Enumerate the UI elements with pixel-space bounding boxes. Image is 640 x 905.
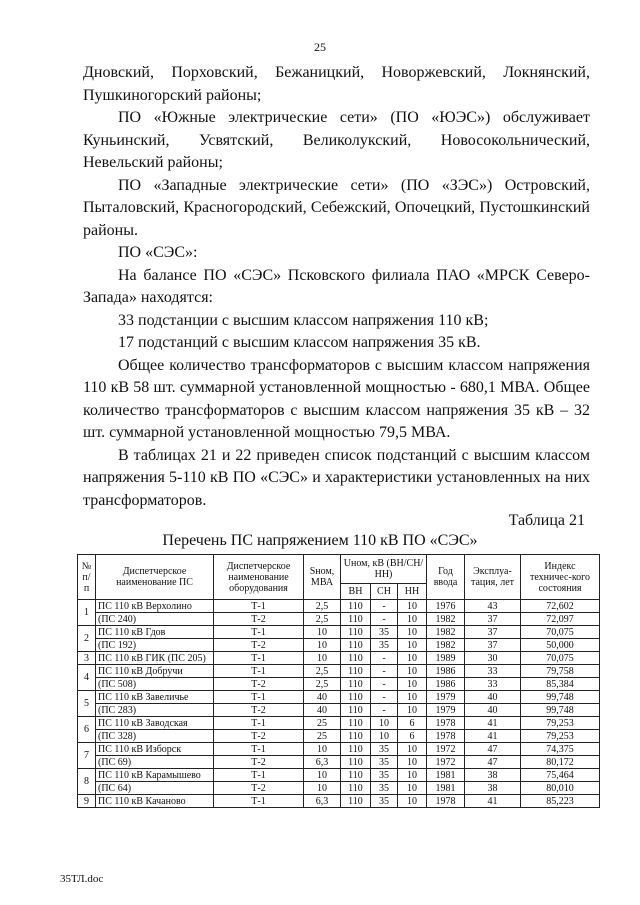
substation-name: (ПС 283) [96, 704, 214, 717]
cell-equip: Т-1 [214, 769, 304, 782]
cell-sn: 35 [371, 743, 398, 756]
table-row [78, 782, 600, 795]
row-number: 6 [78, 717, 96, 743]
body-text [83, 62, 590, 512]
cell-vn: 110 [341, 652, 371, 665]
cell-sn: - [371, 678, 398, 691]
cell-nn: 10 [398, 626, 427, 639]
cell-equip: Т-1 [214, 665, 304, 678]
table-row [78, 704, 600, 717]
cell-snom: 2,5 [304, 600, 341, 613]
cell-equip: Т-1 [214, 795, 304, 808]
table-row [78, 691, 600, 704]
header-name: Диспетчерское наименование ПС [96, 555, 214, 600]
cell-exploit: 41 [465, 730, 521, 743]
paragraph: ПО «Западные электрические сети» (ПО «ЗЭС») Островский, Пыталовский, Красногородский, Себежский, Опочецкий, Пустошкинский районы. [83, 176, 590, 239]
cell-year: 1976 [427, 600, 465, 613]
cell-vn: 110 [341, 639, 371, 652]
cell-index: 85,223 [521, 795, 600, 808]
table-row [78, 665, 600, 678]
header-year: Год ввода [427, 555, 465, 600]
cell-index: 80,010 [521, 782, 600, 795]
substation-name: (ПС 508) [96, 678, 214, 691]
row-number: 7 [78, 743, 96, 769]
paragraph: 33 подстанции с высшим классом напряжения 110 кВ; [118, 311, 489, 329]
paragraph: 17 подстанций с высшим классом напряжения 35 кВ. [118, 334, 481, 351]
cell-nn: 10 [398, 782, 427, 795]
cell-vn: 110 [341, 782, 371, 795]
cell-sn: - [371, 600, 398, 613]
row-number: 2 [78, 626, 96, 652]
paragraph: ПО «Южные электрические сети» (ПО «ЮЭС») обслуживает Куньинский, Усвятский, Великолукский, Новосокольнический, Невельский районы; [83, 109, 590, 171]
table-title: Перечень ПС напряжением 110 кВ ПО «СЭС» [162, 532, 478, 549]
header-num: № п/п [78, 555, 96, 600]
cell-sn: 10 [371, 717, 398, 730]
substation-name: ПС 110 кВ Верхолино [96, 600, 214, 613]
cell-vn: 110 [341, 795, 371, 808]
cell-nn: 10 [398, 743, 427, 756]
cell-index: 79,253 [521, 730, 600, 743]
substation-name: ПС 110 кВ Изборск [96, 743, 214, 756]
table-row [78, 769, 600, 782]
cell-exploit: 41 [465, 717, 521, 730]
cell-year: 1981 [427, 769, 465, 782]
cell-nn: 10 [398, 691, 427, 704]
cell-snom: 25 [304, 717, 341, 730]
header-sn: СН [371, 584, 398, 600]
cell-equip: Т-1 [214, 652, 304, 665]
row-number: 4 [78, 665, 96, 691]
cell-exploit: 38 [465, 782, 521, 795]
cell-equip: Т-1 [214, 600, 304, 613]
cell-year: 1981 [427, 782, 465, 795]
cell-snom: 2,5 [304, 613, 341, 626]
cell-snom: 2,5 [304, 678, 341, 691]
cell-vn: 110 [341, 613, 371, 626]
cell-snom: 10 [304, 639, 341, 652]
cell-sn: - [371, 691, 398, 704]
cell-index: 74,375 [521, 743, 600, 756]
cell-nn: 10 [398, 600, 427, 613]
cell-sn: 10 [371, 730, 398, 743]
cell-index: 72,602 [521, 600, 600, 613]
table-row [78, 652, 600, 665]
cell-vn: 110 [341, 678, 371, 691]
cell-year: 1982 [427, 626, 465, 639]
substation-name: (ПС 69) [96, 756, 214, 769]
cell-vn: 110 [341, 691, 371, 704]
cell-index: 79,758 [521, 665, 600, 678]
table-row [78, 756, 600, 769]
cell-equip: Т-1 [214, 717, 304, 730]
cell-sn: 35 [371, 756, 398, 769]
header-nn: НН [398, 584, 427, 600]
table-row [78, 613, 600, 626]
cell-vn: 110 [341, 730, 371, 743]
cell-year: 1978 [427, 730, 465, 743]
cell-exploit: 33 [465, 665, 521, 678]
substation-name: (ПС 64) [96, 782, 214, 795]
cell-sn: - [371, 613, 398, 626]
substation-name: (ПС 328) [96, 730, 214, 743]
cell-index: 50,000 [521, 639, 600, 652]
cell-vn: 110 [341, 600, 371, 613]
cell-exploit: 43 [465, 600, 521, 613]
header-equipment: Диспетчерское наименование оборудования [214, 555, 304, 600]
cell-index: 70,075 [521, 652, 600, 665]
cell-year: 1982 [427, 613, 465, 626]
table-body [78, 600, 600, 808]
cell-equip: Т-2 [214, 704, 304, 717]
cell-equip: Т-2 [214, 782, 304, 795]
cell-year: 1972 [427, 756, 465, 769]
cell-year: 1986 [427, 678, 465, 691]
table-row [78, 795, 600, 808]
cell-index: 70,075 [521, 626, 600, 639]
cell-exploit: 30 [465, 652, 521, 665]
cell-vn: 110 [341, 769, 371, 782]
cell-year: 1972 [427, 743, 465, 756]
cell-nn: 10 [398, 704, 427, 717]
row-number: 1 [78, 600, 96, 626]
header-vn: ВН [341, 584, 371, 600]
substation-name: ПС 110 кВ Заводская [96, 717, 214, 730]
cell-index: 99,748 [521, 691, 600, 704]
cell-index: 99,748 [521, 704, 600, 717]
page-number: 25 [314, 40, 326, 54]
cell-snom: 10 [304, 626, 341, 639]
substation-name: (ПС 192) [96, 639, 214, 652]
cell-index: 72,097 [521, 613, 600, 626]
row-number: 5 [78, 691, 96, 717]
cell-vn: 110 [341, 743, 371, 756]
cell-equip: Т-2 [214, 678, 304, 691]
cell-exploit: 38 [465, 769, 521, 782]
substation-name: ПС 110 кВ Завеличье [96, 691, 214, 704]
cell-vn: 110 [341, 626, 371, 639]
cell-year: 1982 [427, 639, 465, 652]
cell-equip: Т-2 [214, 730, 304, 743]
cell-nn: 6 [398, 717, 427, 730]
footer-filename: 35ТЛ.doc [60, 873, 104, 885]
cell-exploit: 40 [465, 704, 521, 717]
cell-equip: Т-1 [214, 626, 304, 639]
cell-snom: 6,3 [304, 756, 341, 769]
cell-snom: 40 [304, 704, 341, 717]
table-number: Таблица 21 [508, 512, 585, 529]
cell-exploit: 40 [465, 691, 521, 704]
cell-exploit: 41 [465, 795, 521, 808]
cell-equip: Т-2 [214, 613, 304, 626]
cell-year: 1978 [427, 795, 465, 808]
cell-sn: 35 [371, 795, 398, 808]
cell-snom: 10 [304, 769, 341, 782]
table-row [78, 717, 600, 730]
cell-index: 79,253 [521, 717, 600, 730]
cell-sn: 35 [371, 626, 398, 639]
cell-year: 1986 [427, 665, 465, 678]
substation-table [77, 554, 600, 808]
cell-sn: - [371, 704, 398, 717]
cell-exploit: 37 [465, 639, 521, 652]
paragraph: ПО «СЭС»: [118, 244, 198, 261]
cell-vn: 110 [341, 704, 371, 717]
cell-snom: 25 [304, 730, 341, 743]
cell-year: 1989 [427, 652, 465, 665]
cell-exploit: 37 [465, 626, 521, 639]
cell-sn: 35 [371, 769, 398, 782]
substation-name: ПС 110 кВ ГИК (ПС 205) [96, 652, 214, 665]
substation-name: ПС 110 кВ Добручи [96, 665, 214, 678]
cell-nn: 10 [398, 769, 427, 782]
paragraph: На балансе ПО «СЭС» Псковского филиала ПАО «МРСК Северо-Запада» находятся: [83, 266, 590, 306]
cell-snom: 2,5 [304, 665, 341, 678]
cell-index: 75,464 [521, 769, 600, 782]
cell-nn: 6 [398, 730, 427, 743]
cell-exploit: 37 [465, 613, 521, 626]
table-row [78, 678, 600, 691]
header-unom: Uном, кВ (ВН/СН/НН) [341, 555, 427, 584]
cell-snom: 10 [304, 782, 341, 795]
cell-nn: 10 [398, 613, 427, 626]
cell-sn: - [371, 652, 398, 665]
row-number: 3 [78, 652, 96, 665]
cell-exploit: 47 [465, 756, 521, 769]
cell-nn: 10 [398, 665, 427, 678]
table-row [78, 639, 600, 652]
substation-name: (ПС 240) [96, 613, 214, 626]
cell-exploit: 33 [465, 678, 521, 691]
cell-equip: Т-2 [214, 639, 304, 652]
header-exploitation: Эксплуа-тация, лет [465, 555, 521, 600]
table-row [78, 743, 600, 756]
cell-snom: 10 [304, 743, 341, 756]
cell-equip: Т-1 [214, 743, 304, 756]
cell-year: 1978 [427, 717, 465, 730]
cell-vn: 110 [341, 717, 371, 730]
substation-name: ПС 110 кВ Качаново [96, 795, 214, 808]
paragraph: Дновский, Порховский, Бежаницкий, Новоржевский, Локнянский, Пушкиногорский районы; [83, 64, 590, 104]
row-number: 8 [78, 769, 96, 795]
cell-nn: 10 [398, 795, 427, 808]
cell-sn: 35 [371, 782, 398, 795]
cell-equip: Т-2 [214, 756, 304, 769]
cell-nn: 10 [398, 639, 427, 652]
cell-sn: - [371, 665, 398, 678]
cell-vn: 110 [341, 756, 371, 769]
cell-sn: 35 [371, 639, 398, 652]
cell-index: 85,384 [521, 678, 600, 691]
substation-name: ПС 110 кВ Карамышево [96, 769, 214, 782]
cell-nn: 10 [398, 652, 427, 665]
cell-equip: Т-1 [214, 691, 304, 704]
cell-snom: 40 [304, 691, 341, 704]
cell-year: 1979 [427, 704, 465, 717]
cell-year: 1979 [427, 691, 465, 704]
cell-index: 80,172 [521, 756, 600, 769]
paragraph: В таблицах 21 и 22 приведен список подстанций с высшим классом напряжения 5-110 кВ ПО «СЭС» и характеристики установленных на них трансформаторов. [83, 446, 590, 509]
header-snom: Sном, МВА [304, 555, 341, 600]
cell-snom: 6,3 [304, 795, 341, 808]
table-row [78, 730, 600, 743]
header-index: Индекс техничес-кого состояния [521, 555, 600, 600]
row-number: 9 [78, 795, 96, 808]
substation-name: ПС 110 кВ Гдов [96, 626, 214, 639]
cell-nn: 10 [398, 756, 427, 769]
cell-vn: 110 [341, 665, 371, 678]
cell-nn: 10 [398, 678, 427, 691]
paragraph: Общее количество трансформаторов с высшим классом напряжения 110 кВ 58 шт. суммарной установленной мощностью - 680,1 МВА. Общее количество трансформаторов с высшим классом напряжения 35 кВ – 32 шт. суммарной установленной мощностью 79,5 МВА. [83, 356, 590, 441]
cell-exploit: 47 [465, 743, 521, 756]
cell-snom: 10 [304, 652, 341, 665]
table-row [78, 626, 600, 639]
table-row [78, 600, 600, 613]
